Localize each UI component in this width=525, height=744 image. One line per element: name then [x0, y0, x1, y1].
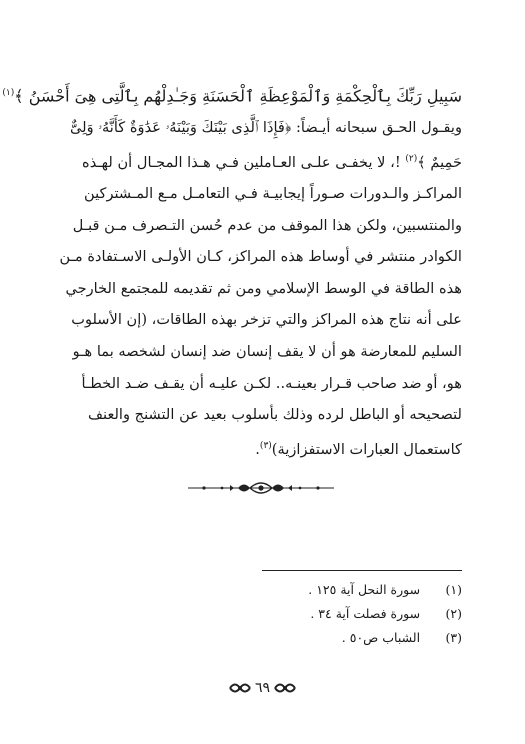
- page-ornament-left: [229, 681, 251, 695]
- footnote-ref-3: (٣): [259, 440, 272, 451]
- section-divider-ornament: [186, 477, 336, 499]
- footnote-text: سورة النحل آية ١٢٥ .: [308, 582, 421, 597]
- text-line-12: كاستعمال العبارات الاستفزازية)$^{(٣)}$.: [255, 440, 462, 458]
- page-number: ٦٩: [254, 680, 271, 696]
- footnote-separator: [262, 570, 462, 571]
- page-number-block: [215, 677, 310, 699]
- footnote-number: (١): [445, 582, 462, 597]
- footnote-ref-1: (١): [2, 88, 15, 98]
- footnote-text: الشباب ص٥٠ .: [341, 630, 421, 645]
- text-line-8: على أنه نتاج هذه المراكز والتي تزخر بهذه الطاقات، (إن الأسلوب: [71, 311, 462, 329]
- text-line-9: السليم للمعارضة هو أن لا يقف إنسان ضد إنسان لشخصه بما هـو: [72, 342, 462, 360]
- text-line-2: ويقـول الحـق سبحانه أيـضاً: ﴿فَإِذَا ٱلَّذِى بَيْنَكَ وَبَيْنَهُۥ عَدَٰوَةٌ كَأَنَّهُۥ وَلِىٌّ: [70, 118, 462, 136]
- footnote-2: [200, 602, 462, 626]
- footnote-1: [200, 578, 462, 602]
- main-text: [2, 78, 462, 465]
- text-line-6: الكوادر منتشر في أوساط هذه المراكز، كـان الأولـى الاسـتفادة مـن: [59, 248, 462, 266]
- page-ornament-right: [274, 681, 296, 695]
- footnote-text: سورة فصلت آية ٣٤ .: [310, 606, 421, 621]
- footnote-number: (٣): [445, 630, 462, 645]
- text-line-11: لتصحيحه أو الباطل لرده وذلك بأسلوب بعيد عن التشنج والعنف: [87, 406, 462, 424]
- footnote-3: [200, 626, 462, 650]
- text-line-4: المراكـز والـدورات صـوراً إيجابيـة فـي التعامـل مـع المـشتركين: [84, 184, 462, 202]
- text-line-10: هو، أو ضد صاحب قـرار بعينـه.. لكـن عليـه أن يقـف ضـد الخطـأ: [81, 374, 462, 392]
- footnote-number: (٢): [445, 606, 462, 621]
- text-line-5: والمنتسبين، ولكن هذا الموقف من عدم حُسن التـصرف مـن قبـل: [72, 216, 462, 234]
- footnotes: [200, 578, 462, 650]
- text-line-7: هذه الطاقة في الوسط الإسلامي ومن ثم تقديمه للمجتمع الخارجي: [65, 279, 462, 297]
- text-line-1: سَبِيلِ رَبِّكَ بِٱلْحِكْمَةِ وَٱلْمَوْعِظَةِ ٱلْحَسَنَةِ وَجَـٰدِلْهُم بِٱلَّتِى هِىَ أَحْسَنُ ﴾$^{(١)}$: [2, 86, 462, 106]
- footnote-ref-2: (٢): [405, 153, 418, 164]
- text-line-3: حَمِيمٌ ﴾$^{(٢)}$ !، لا يخفـى علـى العـاملين فـي هـذا المجـال أن لهـذه: [82, 153, 462, 171]
